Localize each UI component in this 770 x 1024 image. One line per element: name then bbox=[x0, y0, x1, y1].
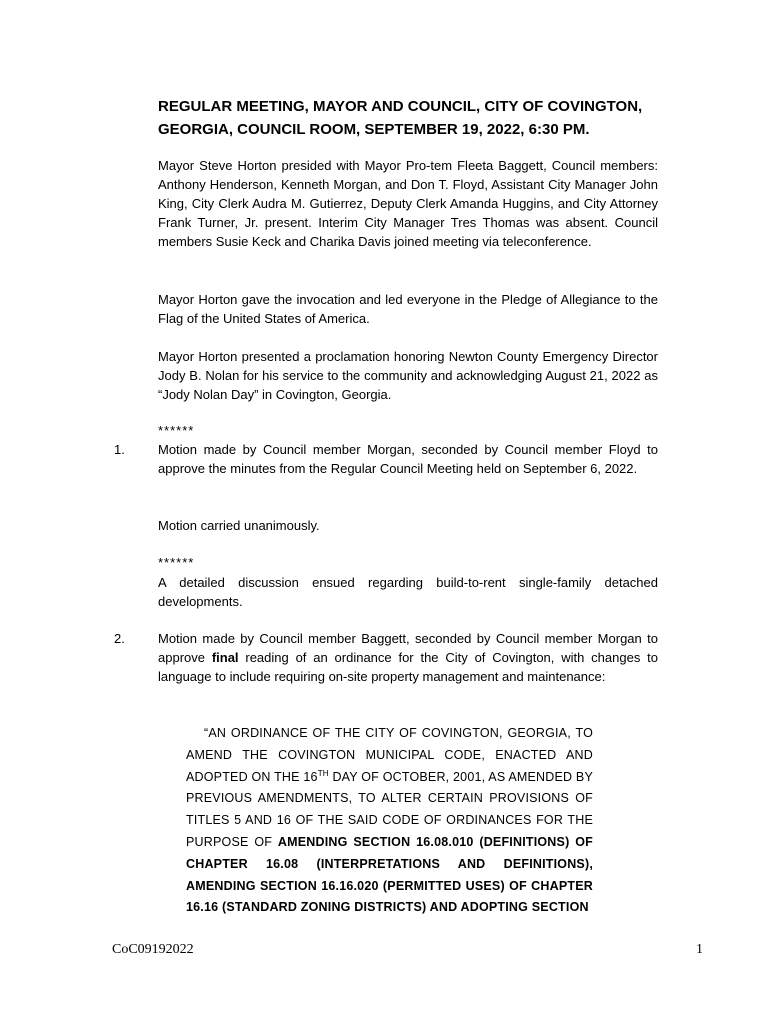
ordinance-bold-text: AMENDING SECTION 16.08.010 (DEFINITIONS) OF CHAPTER 16.08 (INTERPRETATIONS AND DEFINITIONS), AMENDING SECTION 16.16.020 (PERMITTED USES) OF CHAPTER 16.16 (STANDARD ZONING DISTRICTS) AND ADOPTING SECTION bbox=[186, 834, 593, 915]
ordinance-text bbox=[186, 723, 593, 919]
separator: ****** bbox=[158, 423, 195, 438]
attendance-paragraph: Mayor Steve Horton presided with Mayor Pro-tem Fleeta Baggett, Council members: Anthony Henderson, Kenneth Morgan, and Don T. Floyd, Assistant City Manager John King, City Clerk Audra M. Gutierrez, Deputy Clerk Amanda Huggins, and City Attorney Frank Turner, Jr. present. Interim City Manager Tres Thomas was absent. Council members Susie Keck and Charika Davis joined meeting via teleconference. bbox=[158, 158, 658, 249]
item2-motion bbox=[158, 629, 658, 686]
item-number-1: 1. bbox=[114, 442, 125, 457]
item-number-2: 2. bbox=[114, 631, 125, 646]
page-title: REGULAR MEETING, MAYOR AND COUNCIL, CITY OF COVINGTON, GEORGIA, COUNCIL ROOM, SEPTEMBER 19, 2022, 6:30 PM. bbox=[158, 98, 643, 138]
ordinance-body bbox=[186, 723, 593, 919]
item2-motion-text-1: Motion made by Council member Baggett, seconded by Council member Morgan to approve bbox=[158, 631, 658, 665]
footer-doc-id: CoC09192022 bbox=[112, 942, 194, 957]
item2-motion-text-2: reading of an ordinance for the City of Covington, with changes to language to include requiring on-site property management and maintenance: bbox=[158, 650, 658, 684]
separator: ****** bbox=[158, 555, 195, 570]
item1-result: Motion carried unanimously. bbox=[158, 518, 320, 533]
item1-motion: Motion made by Council member Morgan, seconded by Council member Floyd to approve the minutes from the Regular Council Meeting held on September 6, 2022. bbox=[158, 442, 658, 476]
proclamation-paragraph: Mayor Horton presented a proclamation honoring Newton County Emergency Director Jody B. Nolan for his service to the community and acknowledging August 21, 2022 as “Jody Nolan Day” in Covington, Georgia. bbox=[158, 349, 658, 402]
footer-page-number: 1 bbox=[696, 942, 703, 957]
ordinance-text-2: DAY OF OCTOBER, 2001, AS AMENDED BY PREVIOUS AMENDMENTS, TO ALTER CERTAIN PROVISIONS OF TITLES 5 AND 16 OF THE SAID CODE OF ORDINANCES FOR THE PURPOSE OF bbox=[186, 769, 594, 849]
discussion-paragraph: A detailed discussion ensued regarding build-to-rent single-family detached developments. bbox=[158, 575, 658, 609]
ordinance-text-1: “AN ORDINANCE OF THE CITY OF COVINGTON, GEORGIA, TO AMEND THE COVINGTON MUNICIPAL CODE, ENACTED AND ADOPTED ON THE 16 bbox=[186, 726, 593, 784]
invocation-paragraph: Mayor Horton gave the invocation and led everyone in the Pledge of Allegiance to the Flag of the United States of America. bbox=[158, 292, 658, 326]
ordinance-superscript: TH bbox=[317, 768, 329, 778]
item2-motion-bold: final bbox=[211, 650, 239, 665]
